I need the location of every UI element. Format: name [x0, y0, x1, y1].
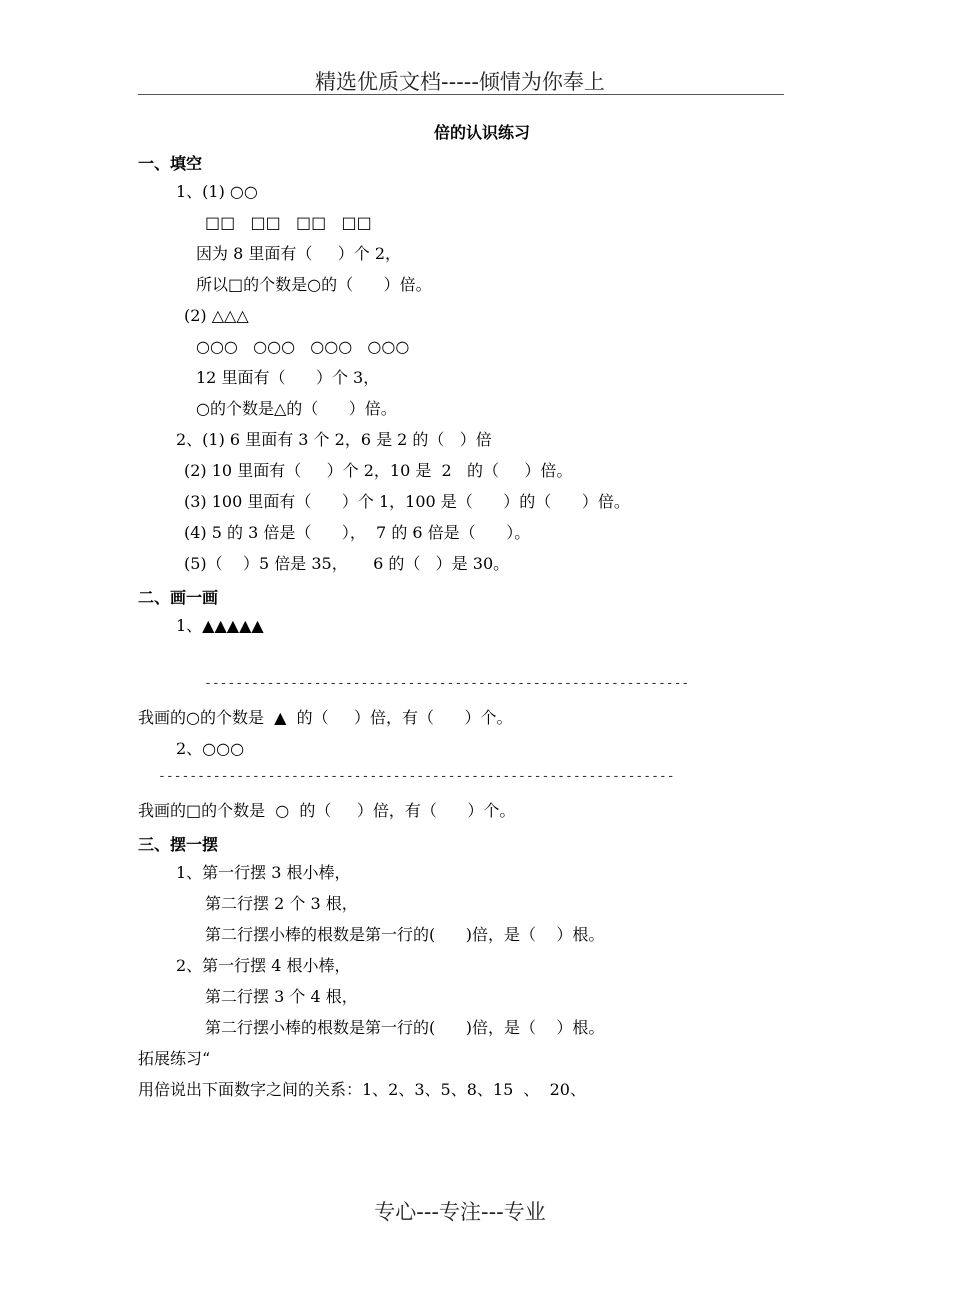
page-header: 精选优质文档-----倾情为你奉上	[315, 70, 605, 94]
q2-5: (5)（ ）5 倍是 35， 6 的（ ）是 30。	[184, 554, 510, 573]
draw-q2-answer-line: ------------------------------------------------------------------	[158, 769, 675, 784]
q1-1-label: 1、(1) ○○	[176, 182, 258, 201]
arrange-q1-line-b: 第二行摆 2 个 3 根，	[205, 894, 358, 913]
section-3-heading: 三、摆一摆	[138, 835, 219, 854]
q1-2-line-b: ○的个数是△的（ ）倍。	[196, 399, 397, 418]
q1-1-line-a: 因为 8 里面有（ ）个 2，	[196, 244, 402, 263]
draw-q1-label: 1、▲▲▲▲▲	[176, 616, 264, 635]
arrange-q1-line-c: 第二行摆小棒的根数是第一行的( )倍，是（ ）根。	[205, 925, 605, 944]
extension-question: 用倍说出下面数字之间的关系：1、2、3、5、8、15 、 20、	[138, 1080, 586, 1099]
q2-3: (3) 100 里面有（ ）个 1，100 是（ ）的（ ）倍。	[184, 492, 630, 511]
q1-2-line-a: 12 里面有（ ）个 3，	[196, 368, 380, 387]
arrange-q1-line-a: 1、第一行摆 3 根小棒，	[176, 863, 351, 882]
q2-2: (2) 10 里面有（ ）个 2，10 是 2 的（ ）倍。	[184, 461, 573, 480]
q1-1-boxes: □□ □□ □□ □□	[205, 213, 372, 232]
q2-1: 2、(1) 6 里面有 3 个 2，6 是 2 的（ ）倍	[176, 430, 492, 449]
extension-heading: 拓展练习“	[138, 1049, 211, 1068]
draw-q2-label: 2、○○○	[176, 739, 245, 758]
q1-1-line-b: 所以□的个数是○的（ ）倍。	[196, 275, 432, 294]
q2-4: (4) 5 的 3 倍是（ ）， 7 的 6 倍是（ ）。	[184, 523, 531, 542]
section-1-heading: 一、填空	[138, 154, 203, 173]
section-2-heading: 二、画一画	[138, 588, 219, 607]
draw-q1-answer: 我画的○的个数是 ▲ 的（ ）倍，有（ ）个。	[138, 708, 513, 727]
q1-2-circles: ○○○ ○○○ ○○○ ○○○	[196, 337, 410, 356]
page-footer: 专心---专注---专业	[374, 1200, 546, 1224]
draw-q1-answer-line: --------------------------------------------------------------	[204, 676, 690, 691]
q1-2-label: (2) △△△	[184, 306, 249, 325]
header-divider	[138, 94, 784, 95]
arrange-q2-line-b: 第二行摆 3 个 4 根，	[205, 987, 358, 1006]
worksheet-title: 倍的认识练习	[433, 123, 530, 142]
arrange-q2-line-a: 2、第一行摆 4 根小棒，	[176, 956, 351, 975]
arrange-q2-line-c: 第二行摆小棒的根数是第一行的( )倍，是（ ）根。	[205, 1018, 605, 1037]
draw-q2-answer: 我画的□的个数是 ○ 的（ ）倍，有（ ）个。	[138, 801, 516, 820]
